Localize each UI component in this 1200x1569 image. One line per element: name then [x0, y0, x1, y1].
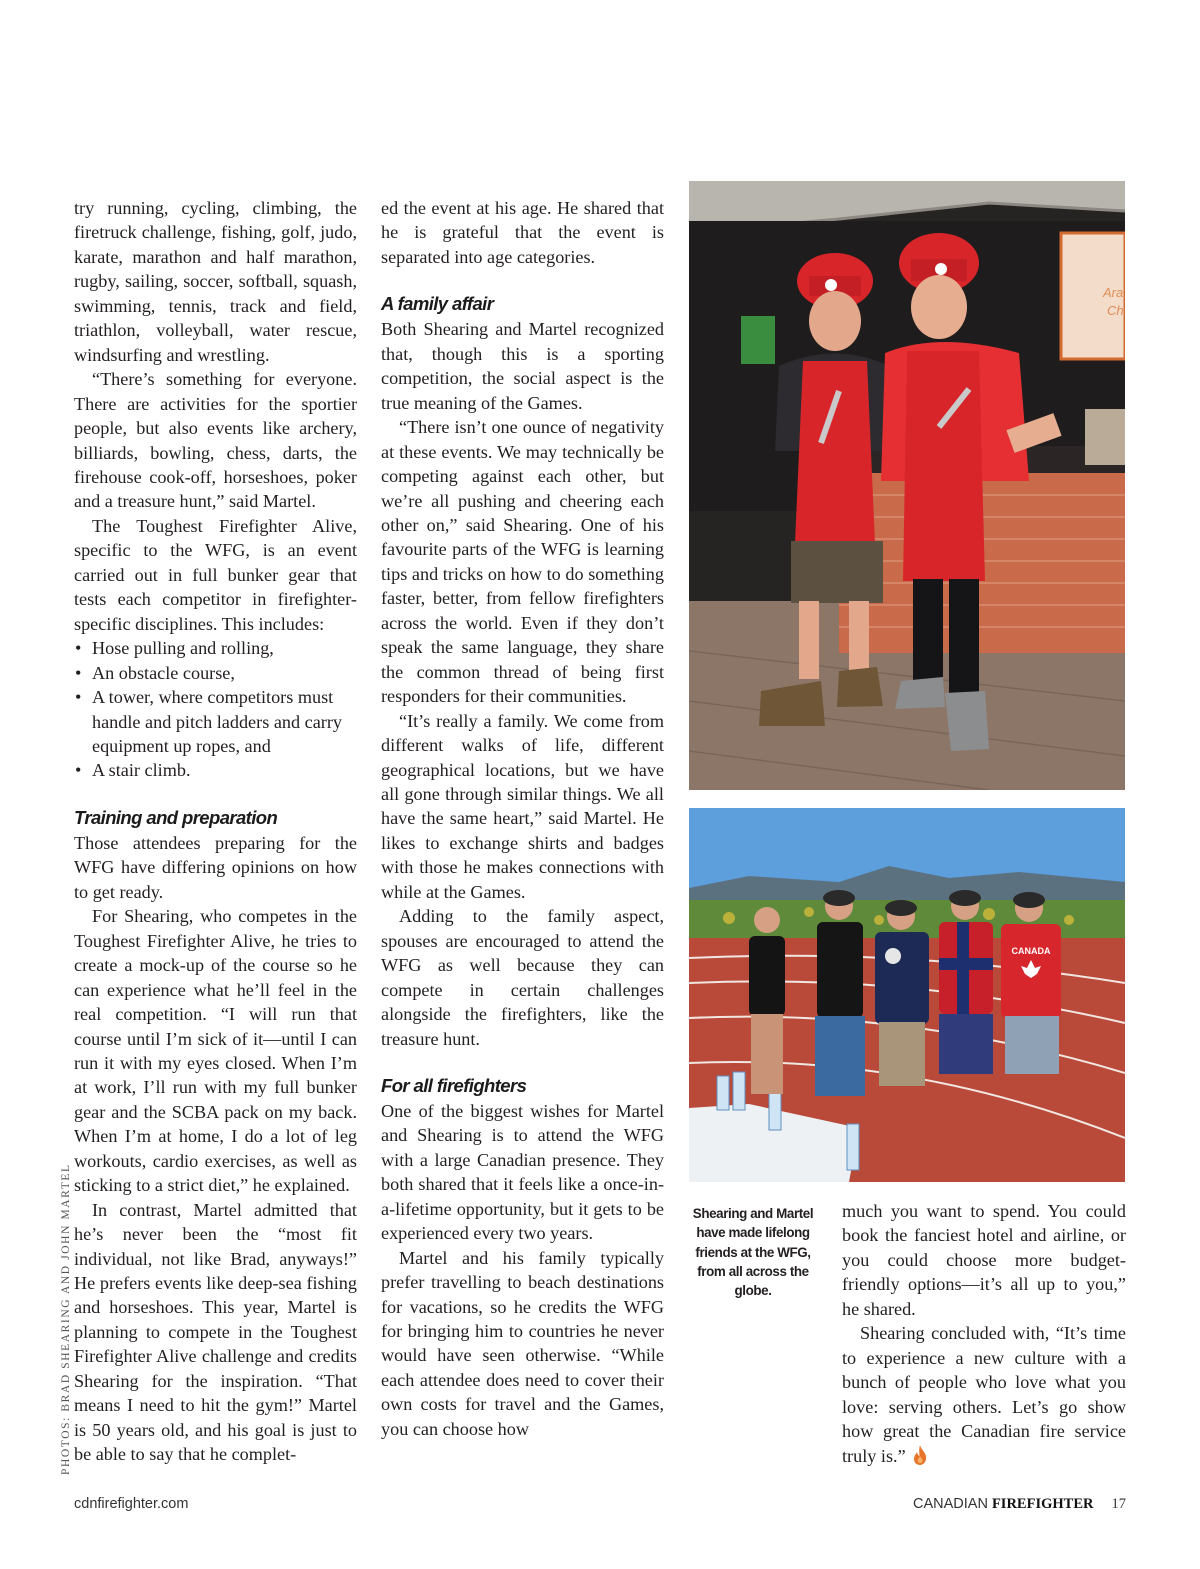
paragraph: Those attendees preparing for the WFG have differing opinions on how to get ready.: [74, 832, 357, 902]
svg-text:Ch: Ch: [1107, 303, 1124, 318]
bullet-item: • An obstacle course,: [74, 661, 357, 685]
photo-chef-cook-off: [689, 181, 1125, 790]
page-number: 17: [1111, 1496, 1126, 1512]
footer-magazine: [913, 1496, 1126, 1513]
section-heading: For all firefighters: [381, 1074, 527, 1096]
paragraph: ed the event at his age. He shared that he is grateful that the event is separated into age categories.: [381, 198, 664, 267]
paragraph: In contrast, Martel admitted that he’s never been the “most fit individual, not like Brad, anyways!” He prefers events like deep-sea fishing and horseshoes. This year, Martel is planning to compete in the Toughest Firefighter Alive challenge and credits Shearing for the inspiration. “That means I need to hit the gym!” Martel is 50 years old, and his goal is just to be able to say that he complet-: [74, 1199, 357, 1465]
flame-icon: [912, 1445, 928, 1465]
footer-website: cdnfirefighter.com: [74, 1496, 189, 1512]
paragraph: The Toughest Firefighter Alive, specific to the WFG, is an event carried out in full bunker gear that tests each competitor in firefighter-specific disciplines. This includes:: [74, 515, 357, 634]
paragraph: Both Shearing and Martel recognized that, though this is a sporting competition, the social aspect is the true meaning of the Games.: [381, 319, 664, 413]
photo-credit: PHOTOS: BRAD SHEARING AND JOHN MARTEL: [60, 1163, 72, 1475]
paragraph: “There’s something for everyone. There are activities for the sportier people, but also events like archery, billiards, bowling, chess, darts, the firehouse cook-off, horseshoes, poker and a treasure hunt,” said Martel.: [74, 369, 357, 512]
paragraph: “There isn’t one ounce of negativity at these events. We may technically be competing against each other, but we’re all pushing and cheering each other on,” said Shearing. One of his favourite parts of the WFG is learning tips and tricks on how to do something faster, better, from fellow firefighters across the world. Even if they don’t speak the same language, they share the common thread of being first responders for their communities.: [381, 417, 664, 707]
screen-sign-text: Ara: [1103, 285, 1124, 300]
closing-paragraph-text: Shearing concluded with, “It’s time to experience a new culture with a bunch of people who love what you love: serving others. Let’s go show how great the Canadian fire service truly is.”: [842, 1323, 1126, 1466]
bullet-item: • A tower, where competitors must handle and pitch ladders and carry equipment up ropes, and: [74, 685, 357, 758]
paragraph: Adding to the family aspect, spouses are encouraged to attend the WFG as well because they can compete in certain challenges alongside the firefighters, like the treasure hunt.: [381, 906, 664, 1049]
article-column-3: [842, 1199, 1126, 1468]
paragraph: One of the biggest wishes for Martel and Shearing is to attend the WFG with a large Canadian presence. They both shared that it feels like a once-in-a-lifetime opportunity, but it gets to be experienced every two years.: [381, 1100, 664, 1244]
paragraph: Martel and his family typically prefer travelling to beach destinations for vacations, so he credits the WFG for bringing him to countries he never would have seen otherwise. “While each attendee does need to cover their own costs for travel and the Games, you can choose how: [381, 1247, 664, 1439]
bullet-item: • A stair climb.: [74, 758, 357, 782]
magazine-name-prefix: CANADIAN: [912, 1496, 988, 1512]
bullet-list: [74, 636, 357, 783]
photo-group-track: [689, 808, 1125, 1182]
section-heading: Training and preparation: [74, 806, 278, 828]
paragraph: “It’s really a family. We come from different walks of life, different geographical locations, but we have all gone through similar things. We all have the same heart,” said Martel. He likes to exchange shirts and badges with those he makes connections with while at the Games.: [381, 710, 664, 902]
paragraph: [842, 1321, 1126, 1468]
article-column-1: [74, 196, 357, 1467]
paragraph: For Shearing, who competes in the Toughest Firefighter Alive, he tries to create a mock-up of the course so he can experience what he’ll feel in the real competition. “I will run that course until I’m sick of it—until I can run it with my eyes closed. When I’m at work, I’ll run with my full bunker gear and the SCBA pack on my back. When I’m at home, I do a lot of leg workouts, cardio exercises, as well as sticking to a strict diet,” he explained.: [74, 906, 357, 1196]
photo-caption: Shearing and Martel have made lifelong friends at the WFG, from all across the globe.: [692, 1206, 814, 1299]
article-column-2: [381, 196, 664, 1441]
bullet-item: • Hose pulling and rolling,: [74, 636, 357, 660]
paragraph: much you want to spend. You could book the fanciest hotel and airline, or you could choose more budget-friendly options—it’s all up to you,” he shared.: [842, 1201, 1126, 1319]
shirt-text: CANADA: [1011, 946, 1051, 956]
magazine-name-bold: FIREFIGHTER: [991, 1496, 1094, 1512]
section-heading: A family affair: [381, 293, 494, 315]
paragraph: try running, cycling, climbing, the firetruck challenge, fishing, golf, judo, karate, marathon and half marathon, rugby, sailing, soccer, softball, squash, swimming, tennis, track and field, triathlon, volleyball, water rescue, windsurfing and wrestling.: [74, 198, 357, 365]
